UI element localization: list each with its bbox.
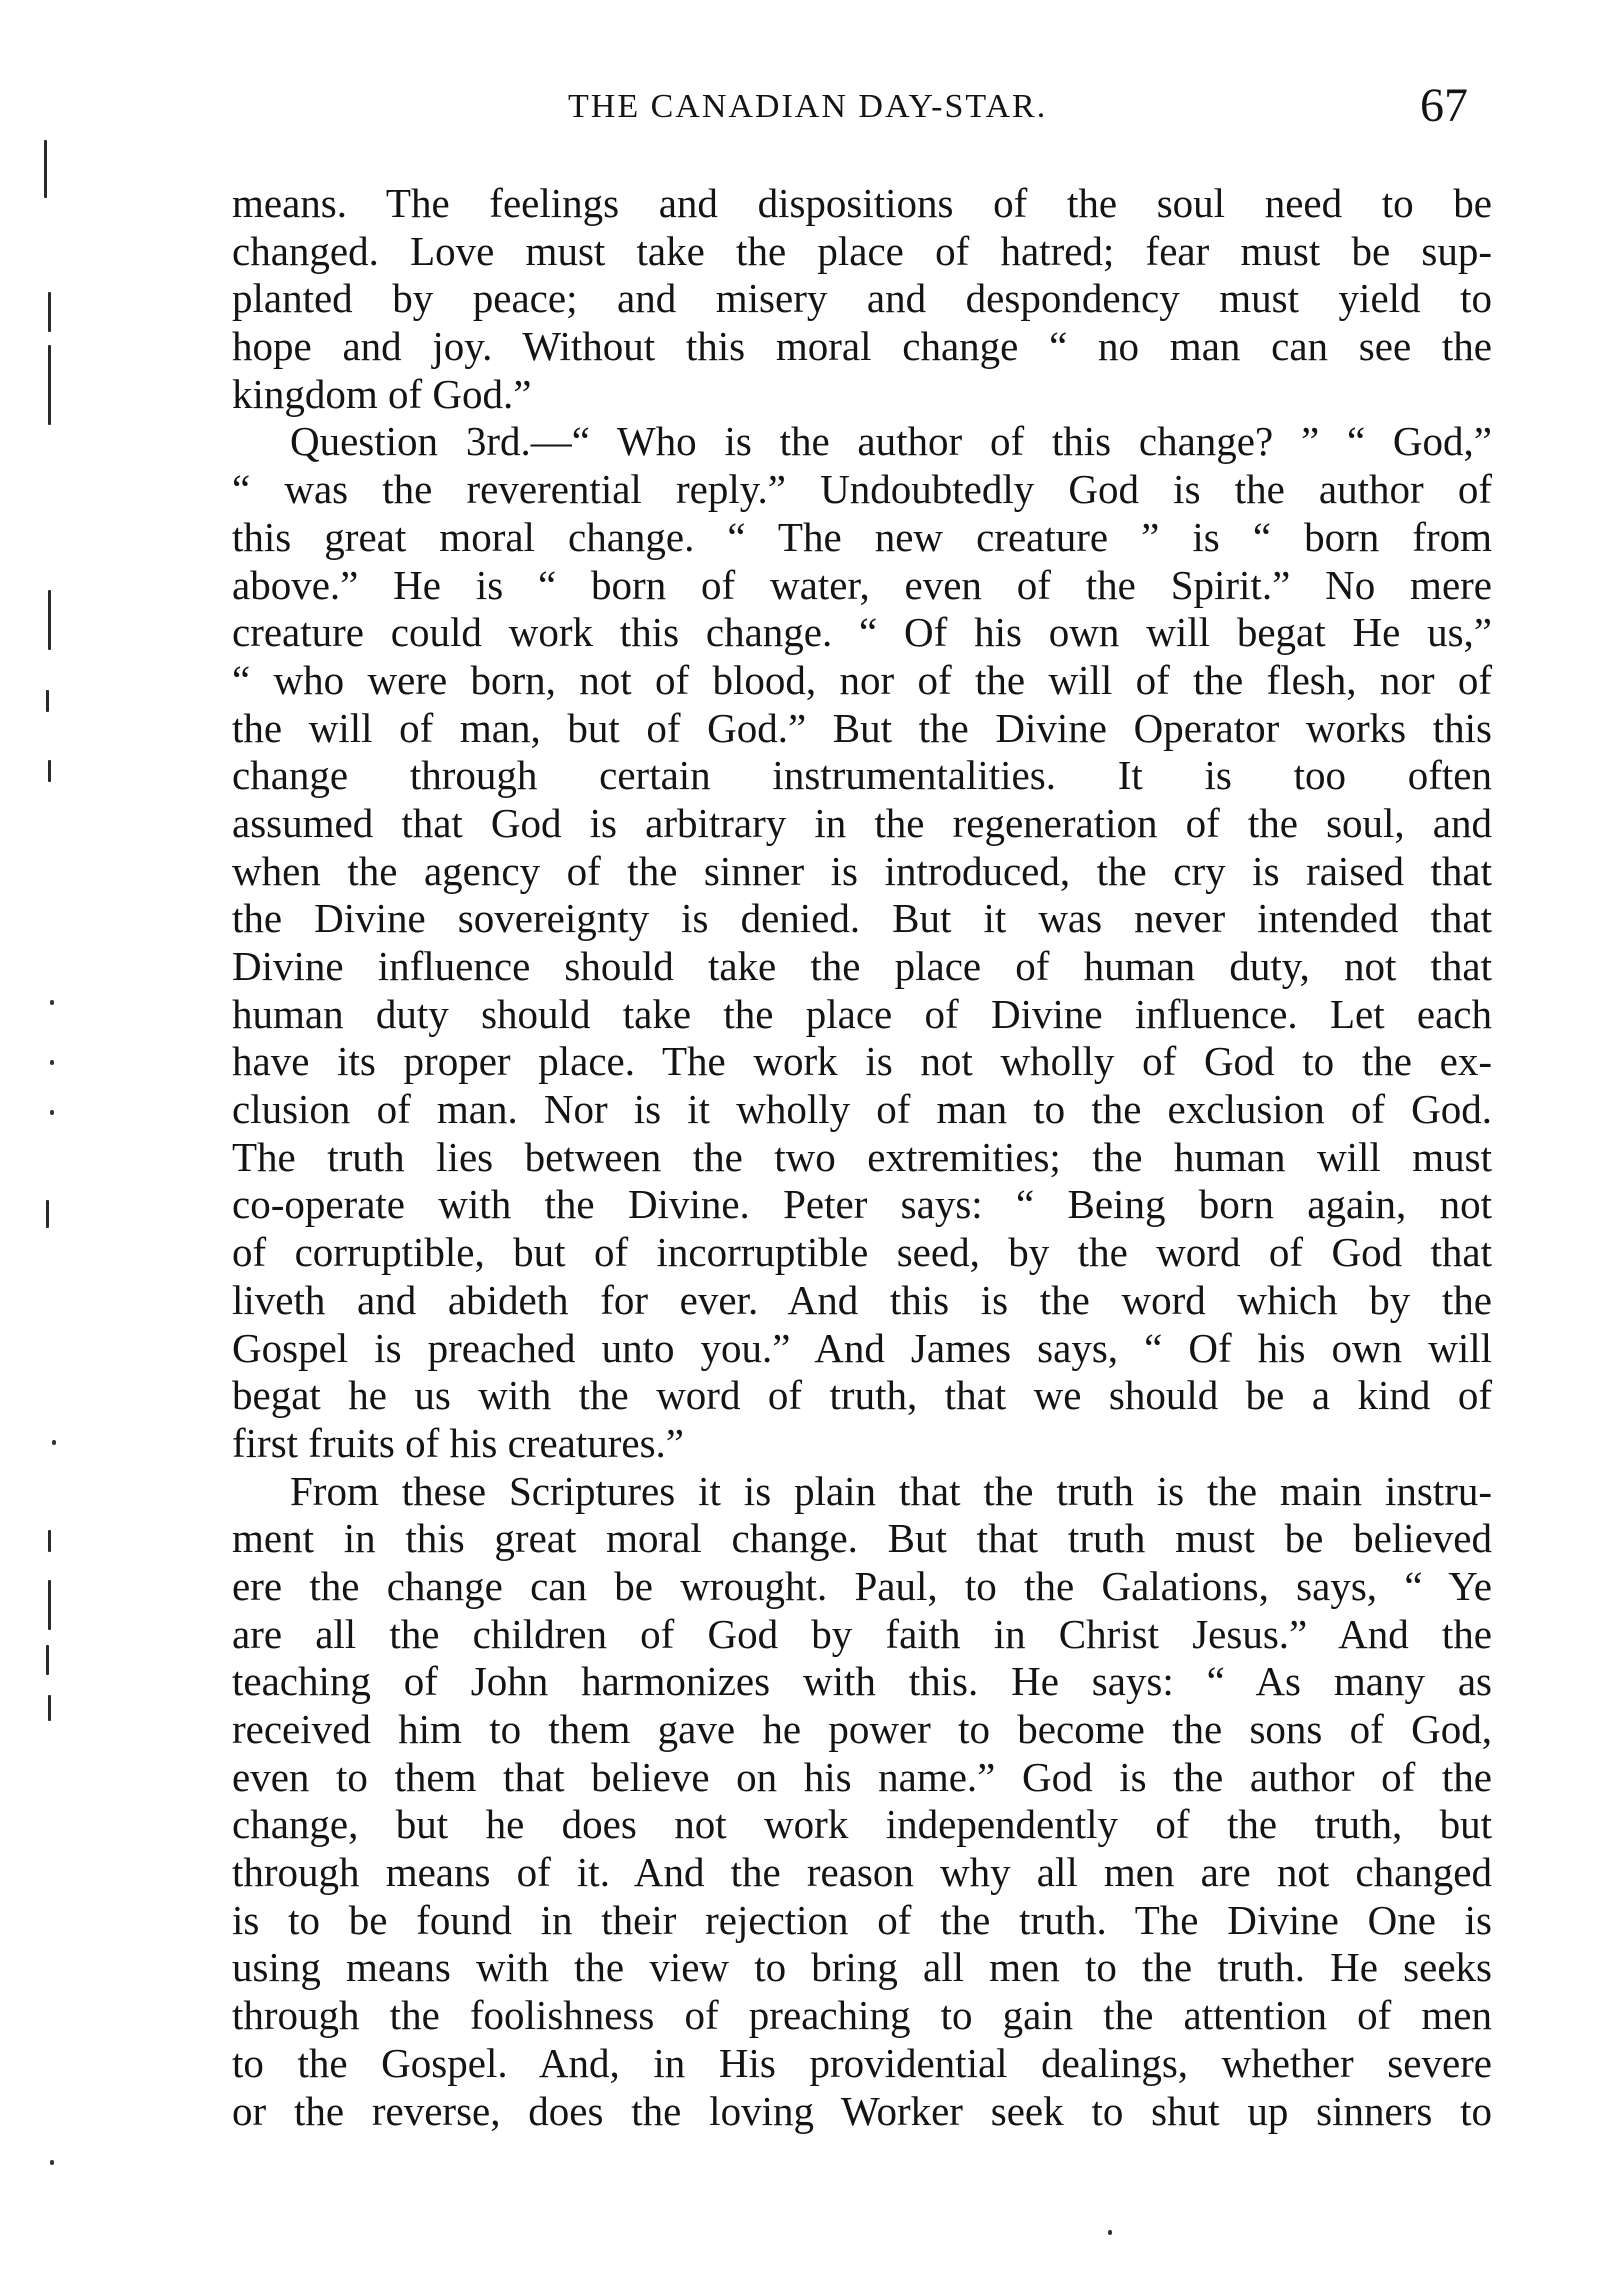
gutter-mark	[48, 292, 51, 332]
gutter-dot	[1108, 2230, 1112, 2235]
gutter-dot	[50, 1000, 54, 1005]
text-line: means. The feelings and dispositions of the soul need to be	[232, 180, 1492, 226]
gutter-dot	[50, 2160, 54, 2165]
text-line: this great moral change. “ The new creature ” is “ born from	[232, 513, 1492, 560]
text-line: is to be found in their rejection of the truth. The Divine One is	[232, 1896, 1492, 1943]
text-line: human duty should take the place of Divine influence. Let each	[232, 990, 1492, 1037]
text-line: above.” He is “ born of water, even of the Spirit.” No mere	[232, 561, 1492, 608]
gutter-mark	[46, 1645, 49, 1675]
text-line: co-operate with the Divine. Peter says: “ Being born again, not	[232, 1181, 1492, 1228]
gutter-mark	[48, 1580, 51, 1630]
text-line: change through certain instrumentalities. It is too often	[232, 752, 1492, 799]
text-line: ere the change can be wrought. Paul, to the Galations, says, “ Ye	[232, 1562, 1492, 1609]
text-line: even to them that believe on his name.” God is the author of the	[232, 1753, 1492, 1800]
text-line: clusion of man. Nor is it wholly of man to the exclusion of God.	[232, 1086, 1492, 1133]
running-title: THE CANADIAN DAY-STAR.	[568, 88, 1048, 125]
gutter-mark	[48, 760, 51, 782]
text-line: “ was the reverential reply.” Undoubtedly God is the author of	[232, 466, 1492, 513]
text-line: the will of man, but of God.” But the Divine Operator works this	[232, 704, 1492, 751]
gutter-dot	[52, 1440, 56, 1445]
gutter-mark	[48, 1530, 51, 1552]
text-line: of corruptible, but of incorruptible seed, by the word of God that	[232, 1229, 1492, 1276]
text-line: creature could work this change. “ Of his own will begat He us,”	[232, 609, 1492, 656]
text-line: when the agency of the sinner is introduced, the cry is raised that	[232, 847, 1492, 894]
text-line: ment in this great moral change. But that truth must be believed	[232, 1515, 1492, 1562]
gutter-dot	[50, 1060, 54, 1065]
text-line: through the foolishness of preaching to gain the attention of men	[232, 1992, 1492, 2039]
text-line: using means with the view to bring all men to the truth. He seeks	[232, 1944, 1492, 1991]
text-line: begat he us with the word of truth, that we should be a kind of	[232, 1372, 1492, 1419]
text-line: kingdom of God.”	[232, 370, 532, 417]
gutter-dot	[50, 1110, 54, 1115]
text-line: have its proper place. The work is not wholly of God to the ex-	[232, 1038, 1492, 1085]
text-line: planted by peace; and misery and despondency must yield to	[232, 275, 1492, 322]
text-line: liveth and abideth for ever. And this is the word which by the	[232, 1276, 1492, 1323]
gutter-mark	[48, 345, 51, 425]
text-line: received him to them gave he power to become the sons of God,	[232, 1706, 1492, 1752]
gutter-mark	[48, 590, 51, 650]
gutter-mark	[46, 1200, 49, 1228]
text-line: first fruits of his creatures.”	[232, 1419, 684, 1466]
text-line: to the Gospel. And, in His providential dealings, whether severe	[232, 2039, 1492, 2086]
text-line: change, but he does not work independently of the truth, but	[232, 1801, 1492, 1848]
text-line: Gospel is preached unto you.” And James says, “ Of his own will	[232, 1324, 1492, 1371]
body-text	[232, 180, 1492, 2135]
text-line: are all the children of God by faith in Christ Jesus.” And the	[232, 1610, 1492, 1657]
text-line: assumed that God is arbitrary in the regeneration of the soul, and	[232, 799, 1492, 846]
text-line: changed. Love must take the place of hatred; fear must be sup-	[232, 227, 1492, 274]
running-head	[0, 78, 1609, 138]
gutter-mark	[44, 140, 47, 198]
text-line: Question 3rd.—“ Who is the author of this change? ” “ God,”	[290, 418, 1492, 465]
text-line: From these Scriptures it is plain that the truth is the main instru-	[290, 1467, 1492, 1514]
text-line: “ who were born, not of blood, nor of the will of the flesh, nor of	[232, 656, 1492, 703]
text-line: hope and joy. Without this moral change “ no man can see the	[232, 323, 1492, 370]
page-number: 67	[1420, 79, 1468, 132]
text-line: the Divine sovereignty is denied. But it was never intended that	[232, 895, 1492, 942]
gutter-mark	[46, 690, 49, 712]
text-line: or the reverse, does the loving Worker seek to shut up sinners to	[232, 2087, 1492, 2134]
text-line: through means of it. And the reason why all men are not changed	[232, 1849, 1492, 1896]
text-line: teaching of John harmonizes with this. He says: “ As many as	[232, 1658, 1492, 1705]
text-line: The truth lies between the two extremities; the human will must	[232, 1133, 1492, 1180]
text-line: Divine influence should take the place of human duty, not that	[232, 943, 1492, 989]
gutter-mark	[48, 1695, 51, 1721]
